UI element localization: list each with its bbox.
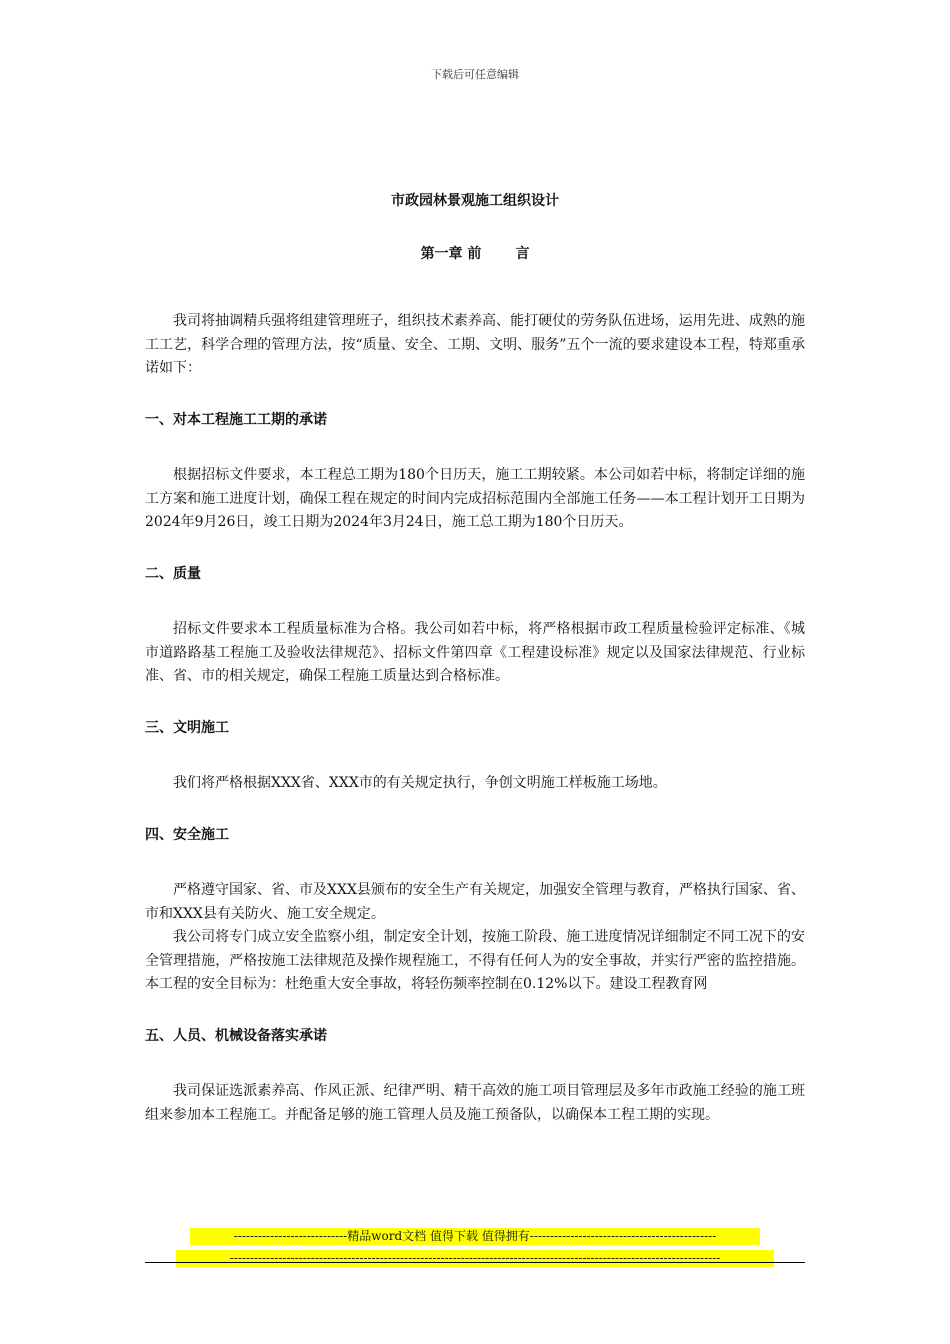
chapter-heading-right: 言: [515, 246, 530, 262]
section-paragraph-personnel: 我司保证选派素养高、作风正派、纪律严明、精干高效的施工项目管理层及多年市政施工经验的施工班组来参加本工程施工。并配备足够的施工管理人员及施工预备队，以确保本工程工期的实现。: [145, 1083, 805, 1123]
section-heading-safety: 四、安全施工: [145, 826, 229, 843]
page-header-note: 下载后可任意编辑: [431, 68, 519, 81]
section-heading-schedule: 一、对本工程施工工期的承诺: [145, 411, 327, 428]
section-paragraph-safety-1: 严格遵守国家、省、市及XXX县颁布的安全生产有关规定，加强安全管理与教育，严格执行国家、省、市和XXX县有关防火、施工安全规定。: [145, 882, 805, 922]
intro-paragraph: 我司将抽调精兵强将组建管理班子，组织技术素养高、能打硬仗的劳务队伍进场，运用先进、成熟的施工工艺，科学合理的管理方法，按“质量、安全、工期、文明、服务”五个一流的要求建设本工程，特郑重承诺如下：: [145, 313, 805, 376]
chapter-heading-left: 第一章 前: [420, 246, 482, 262]
chapter-heading: [0, 243, 950, 263]
section-heading-civilized: 三、文明施工: [145, 719, 229, 736]
document-body: [145, 310, 805, 1127]
section-paragraph-safety-2: 我公司将专门成立安全监察小组，制定安全计划，按施工阶段、施工进度情况详细制定不同工况下的安全管理措施，严格按施工法律规范及操作规程施工，不得有任何人为的安全事故，并实行严密的监控措施。本工程的安全目标为：杜绝重大安全事故，将轻伤频率控制在0.12%以下。建设工程教育网: [145, 929, 805, 992]
section-paragraph-schedule: 根据招标文件要求，本工程总工期为180个日历天，施工工期较紧。本公司如若中标，将制定详细的施工方案和施工进度计划，确保工程在规定的时间内完成招标范围内全部施工任务——本工程计划开工日期为2024年9月26日，竣工日期为2024年3月24日，施工总工期为180个日历天。: [145, 467, 805, 530]
footer-banner-line-2: -------------------------------------------------------------------------------------------------------------------------: [176, 1250, 774, 1267]
section-heading-personnel: 五、人员、机械设备落实承诺: [145, 1027, 327, 1044]
footer-rule: [145, 1262, 805, 1263]
page-footer-banner: [0, 1228, 950, 1272]
section-paragraph-quality: 招标文件要求本工程质量标准为合格。我公司如若中标，将严格根据市政工程质量检验评定标准、《城市道路路基工程施工及验收法律规范》、招标文件第四章《工程建设标准》规定以及国家法律规范、行业标准、省、市的相关规定，确保工程施工质量达到合格标准。: [145, 621, 805, 684]
section-heading-quality: 二、质量: [145, 565, 201, 582]
section-paragraph-civilized: 我们将严格根据XXX省、XXX市的有关规定执行，争创文明施工样板施工场地。: [173, 775, 667, 791]
footer-banner-line-1: ----------------------------精品word文档 值得下载 值得拥有----------------------------------------------: [190, 1228, 760, 1245]
document-title: 市政园林景观施工组织设计: [391, 193, 559, 209]
